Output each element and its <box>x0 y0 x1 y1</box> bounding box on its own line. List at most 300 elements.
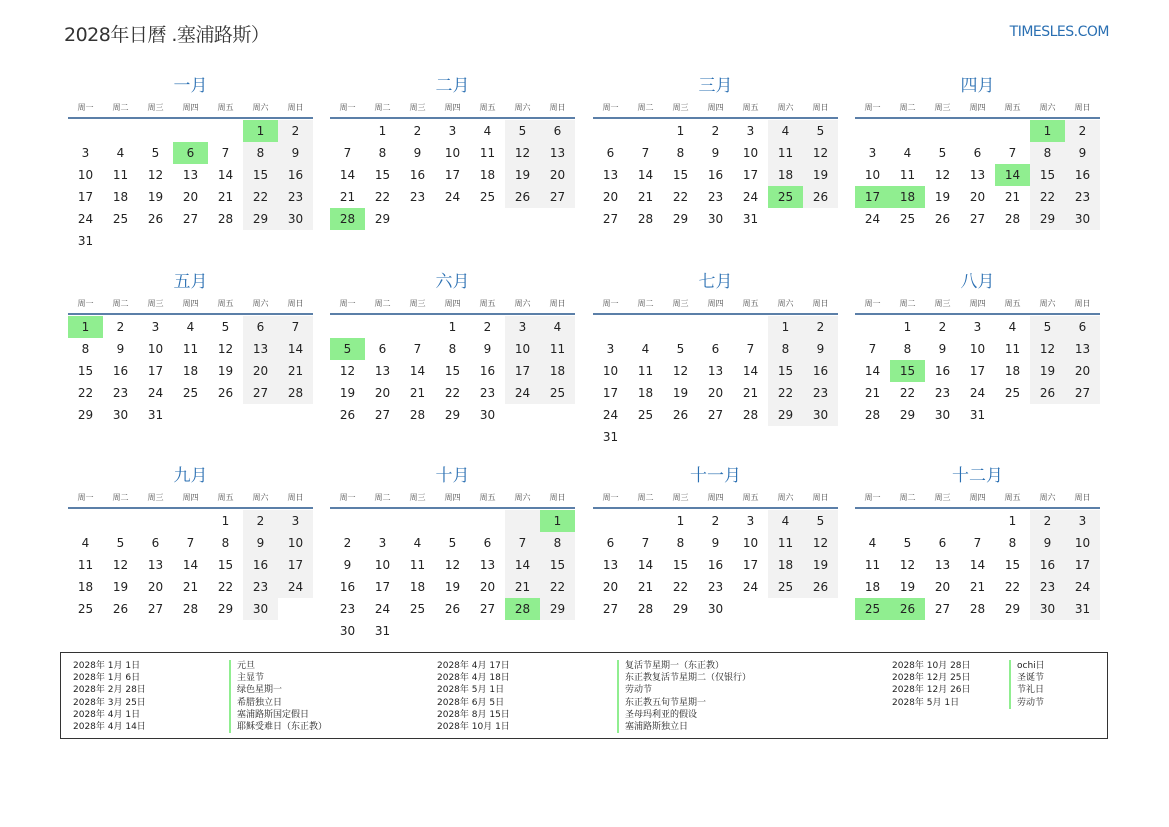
day-cell: 17 <box>147 364 164 378</box>
weekday-header <box>855 297 1100 311</box>
month-title: 七月 <box>698 272 733 292</box>
day-cell: 11 <box>637 364 654 378</box>
day-cell: 15 <box>672 558 689 572</box>
holiday-names-col-1 <box>229 660 327 733</box>
day-cell: 20 <box>540 164 575 186</box>
day-cell: 1 <box>378 124 387 138</box>
day-cell: 11 <box>768 142 803 164</box>
month-calendar <box>68 75 313 252</box>
day-cell: 8 <box>81 342 90 356</box>
day-cell: 31 <box>969 408 986 422</box>
weekday-label: 周日 <box>812 299 829 308</box>
day-cell: 10 <box>147 342 164 356</box>
day-cell: 24 <box>374 602 391 616</box>
day-cell: 7 <box>746 342 755 356</box>
day-cell: 5 <box>1030 316 1065 338</box>
day-cell: 14 <box>637 168 654 182</box>
day-cell: 31 <box>742 212 759 226</box>
header-rule <box>593 117 838 119</box>
weekday-label: 周一 <box>864 299 881 308</box>
day-cell: 15 <box>444 364 461 378</box>
day-cell: 4 <box>768 510 803 532</box>
day-cell: 3 <box>448 124 457 138</box>
day-cell: 9 <box>413 146 422 160</box>
holiday-day-cell: 18 <box>890 186 925 208</box>
day-cell: 20 <box>602 580 619 594</box>
day-cell: 3 <box>278 510 313 532</box>
day-cell: 18 <box>768 164 803 186</box>
day-cell: 2 <box>278 120 313 142</box>
day-cell: 6 <box>483 536 492 550</box>
month-calendar <box>593 465 838 620</box>
day-cell: 7 <box>868 342 877 356</box>
day-cell: 30 <box>707 602 724 616</box>
holiday-date: 2028年 1月 1日 <box>73 661 141 671</box>
weekday-label: 周五 <box>217 493 234 502</box>
weekday-label: 周日 <box>287 299 304 308</box>
day-cell: 30 <box>803 404 838 426</box>
day-cell: 4 <box>483 124 492 138</box>
day-cell: 27 <box>540 186 575 208</box>
day-cell: 8 <box>540 532 575 554</box>
day-cell: 17 <box>742 558 759 572</box>
holiday-name: 塞浦路斯国定假日 <box>229 709 327 721</box>
day-cell: 17 <box>602 386 619 400</box>
day-cell: 25 <box>479 190 496 204</box>
weekday-label: 周日 <box>812 493 829 502</box>
holiday-name: 圣诞节 <box>1009 672 1045 684</box>
day-cell: 28 <box>182 602 199 616</box>
empty-day-cell <box>365 316 400 338</box>
weekday-label: 周五 <box>479 103 496 112</box>
empty-day-cell <box>960 120 995 142</box>
brand-link[interactable]: TIMESLES.COM <box>1009 24 1109 40</box>
month-calendar <box>330 75 575 230</box>
day-cell: 10 <box>742 146 759 160</box>
month-title: 二月 <box>435 76 470 96</box>
weekday-label: 周日 <box>549 299 566 308</box>
weekday-label: 周四 <box>444 103 461 112</box>
weekday-label: 周四 <box>707 299 724 308</box>
holiday-date: 2028年 5月 1日 <box>892 697 960 708</box>
day-grid <box>855 316 1100 426</box>
day-cell: 24 <box>505 382 540 404</box>
holiday-day-cell: 28 <box>330 208 365 230</box>
day-cell: 6 <box>540 120 575 142</box>
day-cell: 11 <box>77 558 94 572</box>
day-cell: 29 <box>444 408 461 422</box>
day-cell: 19 <box>444 580 461 594</box>
holiday-name: 东正教五旬节星期一 <box>617 697 751 709</box>
day-cell: 26 <box>934 212 951 226</box>
weekday-label: 周一 <box>339 493 356 502</box>
day-cell: 8 <box>221 536 230 550</box>
holiday-list <box>60 652 1108 739</box>
day-cell: 8 <box>676 146 685 160</box>
day-cell: 22 <box>374 190 391 204</box>
day-cell: 29 <box>1030 208 1065 230</box>
day-cell: 7 <box>641 536 650 550</box>
day-cell: 3 <box>746 124 755 138</box>
weekday-label: 周一 <box>77 103 94 112</box>
weekday-label: 周四 <box>182 103 199 112</box>
weekday-label: 周一 <box>77 493 94 502</box>
day-cell: 24 <box>742 190 759 204</box>
day-cell: 23 <box>409 190 426 204</box>
month-title: 十月 <box>435 466 470 486</box>
day-cell: 12 <box>505 142 540 164</box>
holiday-day-cell: 15 <box>890 360 925 382</box>
empty-day-cell <box>855 316 890 338</box>
day-cell: 5 <box>803 510 838 532</box>
day-cell: 18 <box>864 580 881 594</box>
empty-day-cell <box>890 510 925 532</box>
holiday-day-cell: 1 <box>243 120 278 142</box>
day-cell: 31 <box>147 408 164 422</box>
day-grid <box>68 120 313 252</box>
day-cell: 16 <box>934 364 951 378</box>
weekday-label: 周日 <box>1074 103 1091 112</box>
day-cell: 4 <box>768 120 803 142</box>
day-cell: 11 <box>899 168 916 182</box>
day-cell: 8 <box>448 342 457 356</box>
weekday-label: 周六 <box>252 103 269 112</box>
day-cell: 27 <box>479 602 496 616</box>
holiday-date: 2028年 2月 28日 <box>73 685 146 696</box>
holiday-date: 2028年 4月 17日 <box>437 661 510 671</box>
day-cell: 16 <box>409 168 426 182</box>
day-cell: 27 <box>707 408 724 422</box>
day-cell: 4 <box>903 146 912 160</box>
weekday-label: 周五 <box>742 299 759 308</box>
day-cell: 18 <box>1004 364 1021 378</box>
day-cell: 12 <box>803 142 838 164</box>
weekday-label: 周二 <box>637 103 654 112</box>
holiday-name: 劳动节 <box>617 684 751 696</box>
day-cell: 29 <box>672 212 689 226</box>
day-cell: 14 <box>278 338 313 360</box>
day-cell: 15 <box>1004 558 1021 572</box>
day-cell: 24 <box>278 576 313 598</box>
day-cell: 14 <box>339 168 356 182</box>
day-cell: 29 <box>899 408 916 422</box>
day-cell: 11 <box>540 338 575 360</box>
day-cell: 18 <box>112 190 129 204</box>
weekday-label: 周四 <box>969 299 986 308</box>
day-cell: 15 <box>217 558 234 572</box>
empty-day-cell <box>103 510 138 532</box>
day-cell: 15 <box>768 360 803 382</box>
day-cell: 19 <box>505 164 540 186</box>
day-cell: 20 <box>707 386 724 400</box>
month-title: 十一月 <box>690 466 741 486</box>
day-cell: 12 <box>147 168 164 182</box>
month-calendar <box>68 271 313 426</box>
day-cell: 16 <box>278 164 313 186</box>
day-cell: 12 <box>112 558 129 572</box>
day-cell: 14 <box>505 554 540 576</box>
day-cell: 12 <box>1030 338 1065 360</box>
holiday-date: 2028年 4月 18日 <box>437 673 510 684</box>
day-cell: 23 <box>243 576 278 598</box>
weekday-label: 周三 <box>147 103 164 112</box>
day-cell: 25 <box>768 576 803 598</box>
day-cell: 13 <box>602 168 619 182</box>
day-cell: 17 <box>969 364 986 378</box>
day-cell: 30 <box>479 408 496 422</box>
day-cell: 5 <box>151 146 160 160</box>
weekday-label: 周六 <box>1039 103 1056 112</box>
day-cell: 5 <box>221 320 230 334</box>
weekday-label: 周五 <box>217 299 234 308</box>
day-cell: 30 <box>1030 598 1065 620</box>
day-cell: 7 <box>973 536 982 550</box>
empty-day-cell <box>68 510 103 532</box>
weekday-header <box>593 491 838 505</box>
day-cell: 6 <box>606 536 615 550</box>
day-cell: 15 <box>1030 164 1065 186</box>
weekday-label: 周三 <box>409 493 426 502</box>
holiday-day-cell: 1 <box>68 316 103 338</box>
header-rule <box>855 117 1100 119</box>
day-cell: 1 <box>448 320 457 334</box>
weekday-label: 周五 <box>479 299 496 308</box>
day-cell: 16 <box>339 580 356 594</box>
day-cell: 2 <box>413 124 422 138</box>
month-title: 八月 <box>960 272 995 292</box>
day-cell: 29 <box>1004 602 1021 616</box>
day-cell: 6 <box>243 316 278 338</box>
day-cell: 19 <box>339 386 356 400</box>
day-cell: 10 <box>864 168 881 182</box>
day-cell: 18 <box>637 386 654 400</box>
month-calendar <box>855 465 1100 620</box>
weekday-label: 周五 <box>479 493 496 502</box>
day-cell: 20 <box>1065 360 1100 382</box>
month-calendar <box>68 465 313 620</box>
day-cell: 6 <box>711 342 720 356</box>
day-cell: 3 <box>151 320 160 334</box>
day-cell: 11 <box>112 168 129 182</box>
day-cell: 21 <box>969 580 986 594</box>
day-cell: 28 <box>742 408 759 422</box>
day-cell: 2 <box>483 320 492 334</box>
day-cell: 4 <box>641 342 650 356</box>
day-cell: 9 <box>116 342 125 356</box>
holiday-day-cell: 1 <box>1030 120 1065 142</box>
weekday-label: 周二 <box>112 103 129 112</box>
day-cell: 23 <box>278 186 313 208</box>
day-cell: 29 <box>540 598 575 620</box>
day-cell: 21 <box>742 386 759 400</box>
empty-day-cell <box>855 510 890 532</box>
day-cell: 19 <box>934 190 951 204</box>
holiday-day-cell: 6 <box>173 142 208 164</box>
day-cell: 26 <box>803 186 838 208</box>
day-grid <box>330 120 575 230</box>
day-cell: 3 <box>1065 510 1100 532</box>
day-cell: 28 <box>217 212 234 226</box>
empty-day-cell <box>330 316 365 338</box>
day-cell: 22 <box>77 386 94 400</box>
day-cell: 18 <box>182 364 199 378</box>
day-cell: 17 <box>278 554 313 576</box>
day-cell: 25 <box>112 212 129 226</box>
day-cell: 19 <box>147 190 164 204</box>
weekday-label: 周二 <box>899 299 916 308</box>
day-cell: 29 <box>77 408 94 422</box>
empty-day-cell <box>330 510 365 532</box>
day-cell: 3 <box>81 146 90 160</box>
day-cell: 12 <box>672 364 689 378</box>
header-rule <box>68 117 313 119</box>
day-cell: 7 <box>505 532 540 554</box>
day-cell: 26 <box>112 602 129 616</box>
day-cell: 24 <box>147 386 164 400</box>
holiday-name: 圣母玛利亚的假设 <box>617 709 751 721</box>
holiday-date: 2028年 5月 1日 <box>437 685 505 696</box>
day-cell: 15 <box>77 364 94 378</box>
day-cell: 4 <box>1008 320 1017 334</box>
day-cell: 16 <box>243 554 278 576</box>
weekday-header <box>593 297 838 311</box>
day-cell: 26 <box>1030 382 1065 404</box>
day-cell: 27 <box>243 382 278 404</box>
day-cell: 11 <box>182 342 199 356</box>
weekday-header <box>855 101 1100 115</box>
weekday-label: 周四 <box>182 493 199 502</box>
empty-day-cell <box>890 120 925 142</box>
weekday-label: 周四 <box>707 103 724 112</box>
day-cell: 6 <box>1065 316 1100 338</box>
empty-day-cell <box>925 120 960 142</box>
day-cell: 6 <box>151 536 160 550</box>
day-cell: 28 <box>278 382 313 404</box>
day-cell: 7 <box>1008 146 1017 160</box>
day-cell: 25 <box>1004 386 1021 400</box>
empty-day-cell <box>960 510 995 532</box>
day-cell: 13 <box>934 558 951 572</box>
empty-day-cell <box>173 510 208 532</box>
weekday-label: 周四 <box>444 299 461 308</box>
empty-day-cell <box>400 316 435 338</box>
day-cell: 9 <box>1030 532 1065 554</box>
weekday-label: 周五 <box>217 103 234 112</box>
day-cell: 1 <box>221 514 230 528</box>
holiday-date: 2028年 12月 26日 <box>892 685 971 696</box>
day-cell: 12 <box>934 168 951 182</box>
month-calendar <box>593 75 838 230</box>
weekday-label: 周五 <box>1004 103 1021 112</box>
day-cell: 19 <box>112 580 129 594</box>
weekday-header <box>68 101 313 115</box>
day-cell: 27 <box>602 602 619 616</box>
day-cell: 28 <box>637 212 654 226</box>
day-cell: 27 <box>147 602 164 616</box>
day-cell: 10 <box>742 536 759 550</box>
weekday-label: 周二 <box>374 493 391 502</box>
day-cell: 29 <box>243 208 278 230</box>
day-cell: 14 <box>742 364 759 378</box>
day-cell: 7 <box>413 342 422 356</box>
day-cell: 28 <box>864 408 881 422</box>
day-cell: 29 <box>672 602 689 616</box>
day-cell: 20 <box>969 190 986 204</box>
day-cell: 23 <box>479 386 496 400</box>
day-cell: 29 <box>217 602 234 616</box>
day-cell: 24 <box>77 212 94 226</box>
day-cell: 17 <box>505 360 540 382</box>
day-cell: 21 <box>637 580 654 594</box>
day-cell: 6 <box>973 146 982 160</box>
weekday-label: 周三 <box>934 299 951 308</box>
day-cell: 18 <box>77 580 94 594</box>
day-cell: 18 <box>479 168 496 182</box>
day-cell: 15 <box>540 554 575 576</box>
day-cell: 20 <box>934 580 951 594</box>
weekday-label: 周五 <box>742 103 759 112</box>
header-rule <box>68 313 313 315</box>
holiday-date: 2028年 10月 1日 <box>437 721 510 732</box>
day-cell: 27 <box>1065 382 1100 404</box>
day-cell: 11 <box>479 146 496 160</box>
day-cell: 19 <box>803 554 838 576</box>
day-cell: 26 <box>217 386 234 400</box>
day-cell: 22 <box>243 186 278 208</box>
weekday-label: 周三 <box>934 103 951 112</box>
day-cell: 31 <box>1065 598 1100 620</box>
day-cell: 18 <box>540 360 575 382</box>
day-cell: 17 <box>1065 554 1100 576</box>
day-cell: 3 <box>868 146 877 160</box>
weekday-label: 周日 <box>549 103 566 112</box>
holiday-day-cell: 28 <box>505 598 540 620</box>
day-cell: 13 <box>707 364 724 378</box>
day-cell: 31 <box>374 624 391 638</box>
header-rule <box>855 313 1100 315</box>
holiday-date: 2028年 1月 6日 <box>73 673 141 684</box>
empty-day-cell <box>593 316 628 338</box>
day-cell: 7 <box>343 146 352 160</box>
weekday-label: 周六 <box>252 493 269 502</box>
empty-day-cell <box>103 120 138 142</box>
weekday-header <box>330 101 575 115</box>
header-rule <box>855 507 1100 509</box>
month-calendar <box>330 271 575 426</box>
weekday-label: 周五 <box>1004 493 1021 502</box>
month-title: 九月 <box>173 466 208 486</box>
day-cell: 13 <box>969 168 986 182</box>
day-cell: 15 <box>243 164 278 186</box>
weekday-label: 周一 <box>864 493 881 502</box>
weekday-label: 周三 <box>672 103 689 112</box>
day-cell: 19 <box>217 364 234 378</box>
weekday-label: 周五 <box>742 493 759 502</box>
day-cell: 20 <box>602 190 619 204</box>
empty-day-cell <box>855 120 890 142</box>
holiday-date: 2028年 12月 25日 <box>892 673 971 684</box>
day-cell: 16 <box>112 364 129 378</box>
holiday-day-cell: 26 <box>890 598 925 620</box>
weekday-header <box>593 101 838 115</box>
day-cell: 14 <box>182 558 199 572</box>
day-cell: 1 <box>903 320 912 334</box>
day-cell: 27 <box>374 408 391 422</box>
month-title: 十二月 <box>952 466 1003 486</box>
day-cell: 2 <box>116 320 125 334</box>
day-cell: 26 <box>339 408 356 422</box>
day-cell: 14 <box>409 364 426 378</box>
